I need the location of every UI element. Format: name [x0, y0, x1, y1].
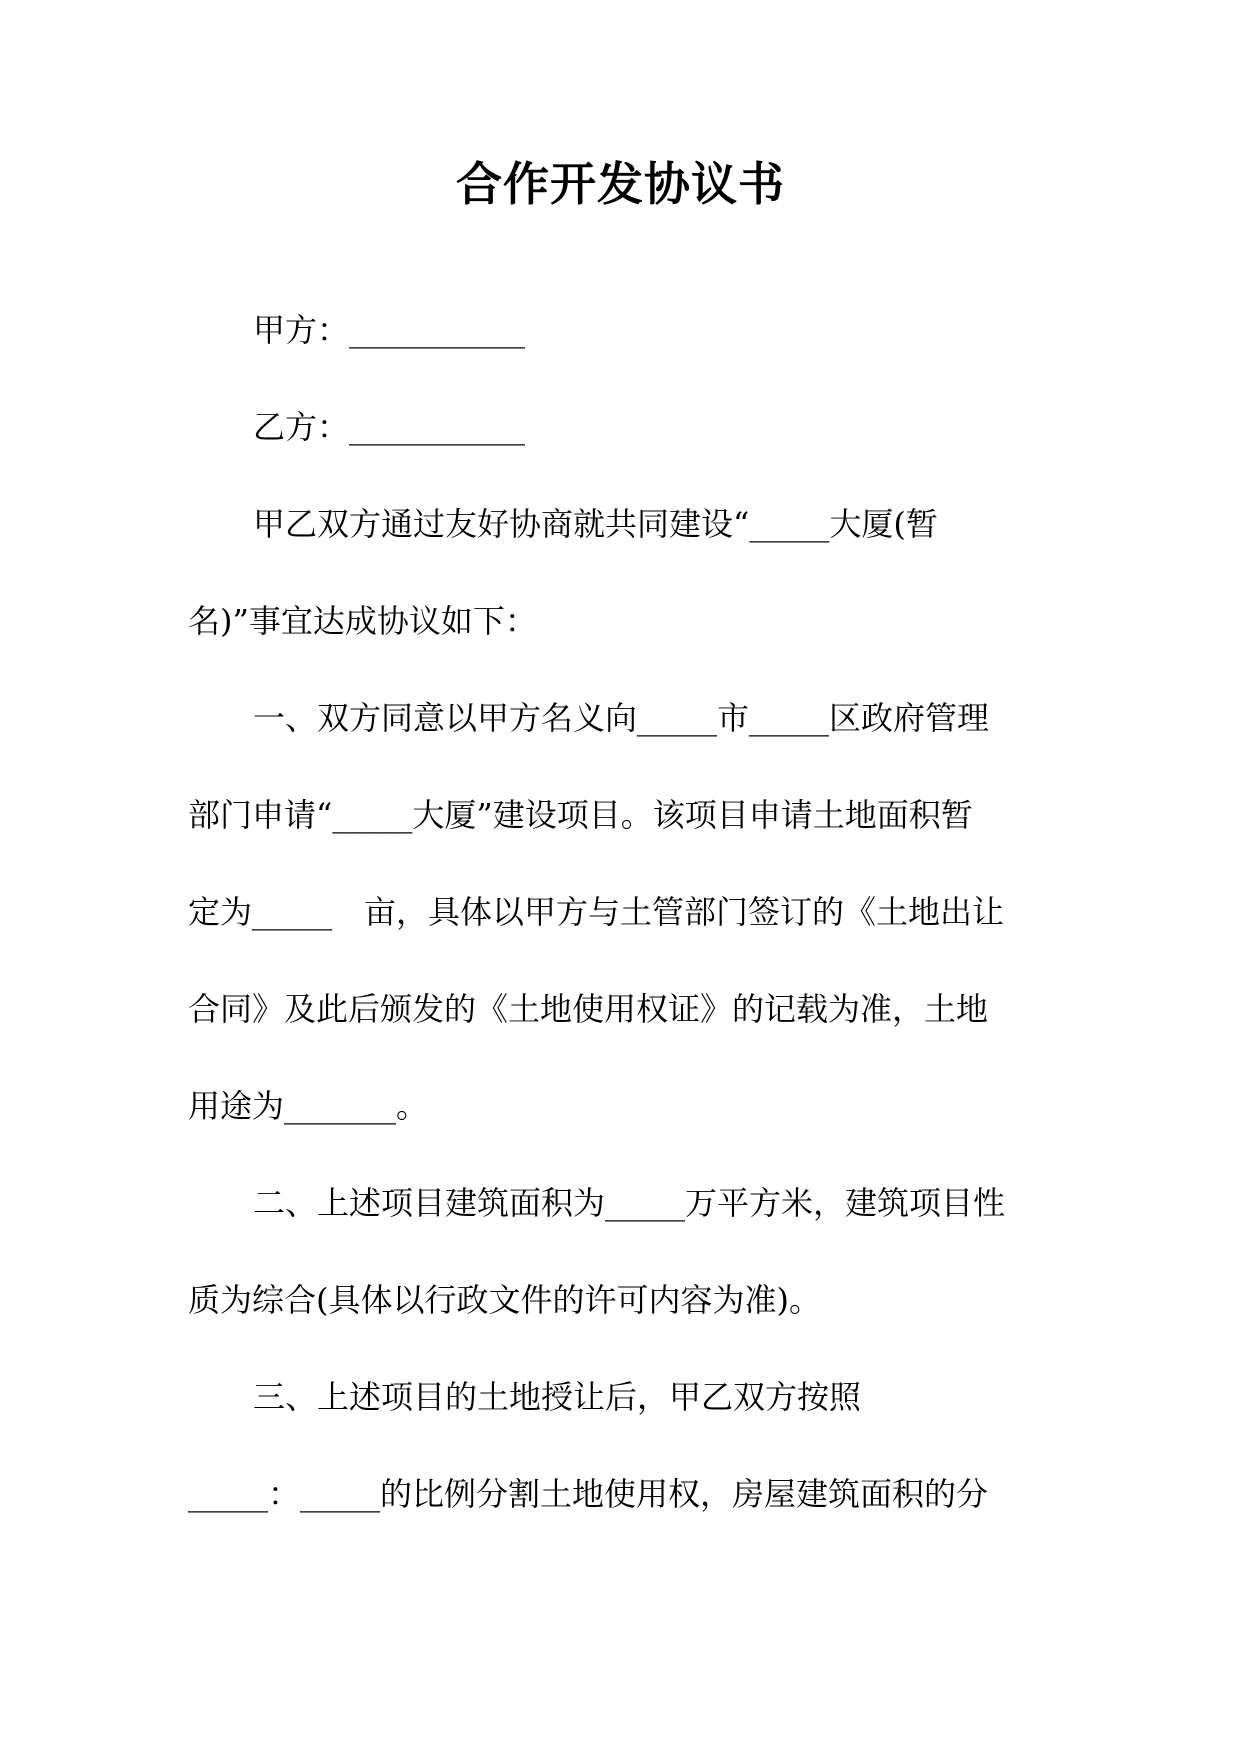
clause-3-line-1: 三、上述项目的土地授让后，甲乙双方按照 — [253, 1378, 862, 1416]
party-a-line: 甲方：___________ — [253, 311, 526, 349]
document-title: 合作开发协议书 — [456, 157, 785, 211]
clause-1-line-3: 定为_____ 亩，具体以甲方与土管部门签订的《土地出让 — [188, 893, 1005, 931]
clause-1-line-1: 一、双方同意以甲方名义向_____市_____区政府管理 — [253, 699, 990, 737]
intro-line-2: 名)”事宜达成协议如下： — [188, 602, 537, 640]
clause-1-line-5: 用途为_______。 — [188, 1087, 429, 1125]
clause-3-line-2: _____：_____的比例分割土地使用权，房屋建筑面积的分 — [188, 1475, 989, 1513]
clause-1-line-4: 合同》及此后颁发的《土地使用权证》的记载为准，土地 — [188, 990, 989, 1028]
clause-1-line-2: 部门申请“_____大厦”建设项目。该项目申请土地面积暂 — [188, 796, 973, 834]
party-b-line: 乙方：___________ — [253, 408, 526, 446]
clause-2-line-1: 二、上述项目建筑面积为_____万平方米，建筑项目性 — [253, 1184, 1006, 1222]
intro-line-1: 甲乙双方通过友好协商就共同建设“_____大厦(暂 — [253, 505, 938, 543]
clause-2-line-2: 质为综合(具体以行政文件的许可内容为准)。 — [188, 1281, 821, 1319]
